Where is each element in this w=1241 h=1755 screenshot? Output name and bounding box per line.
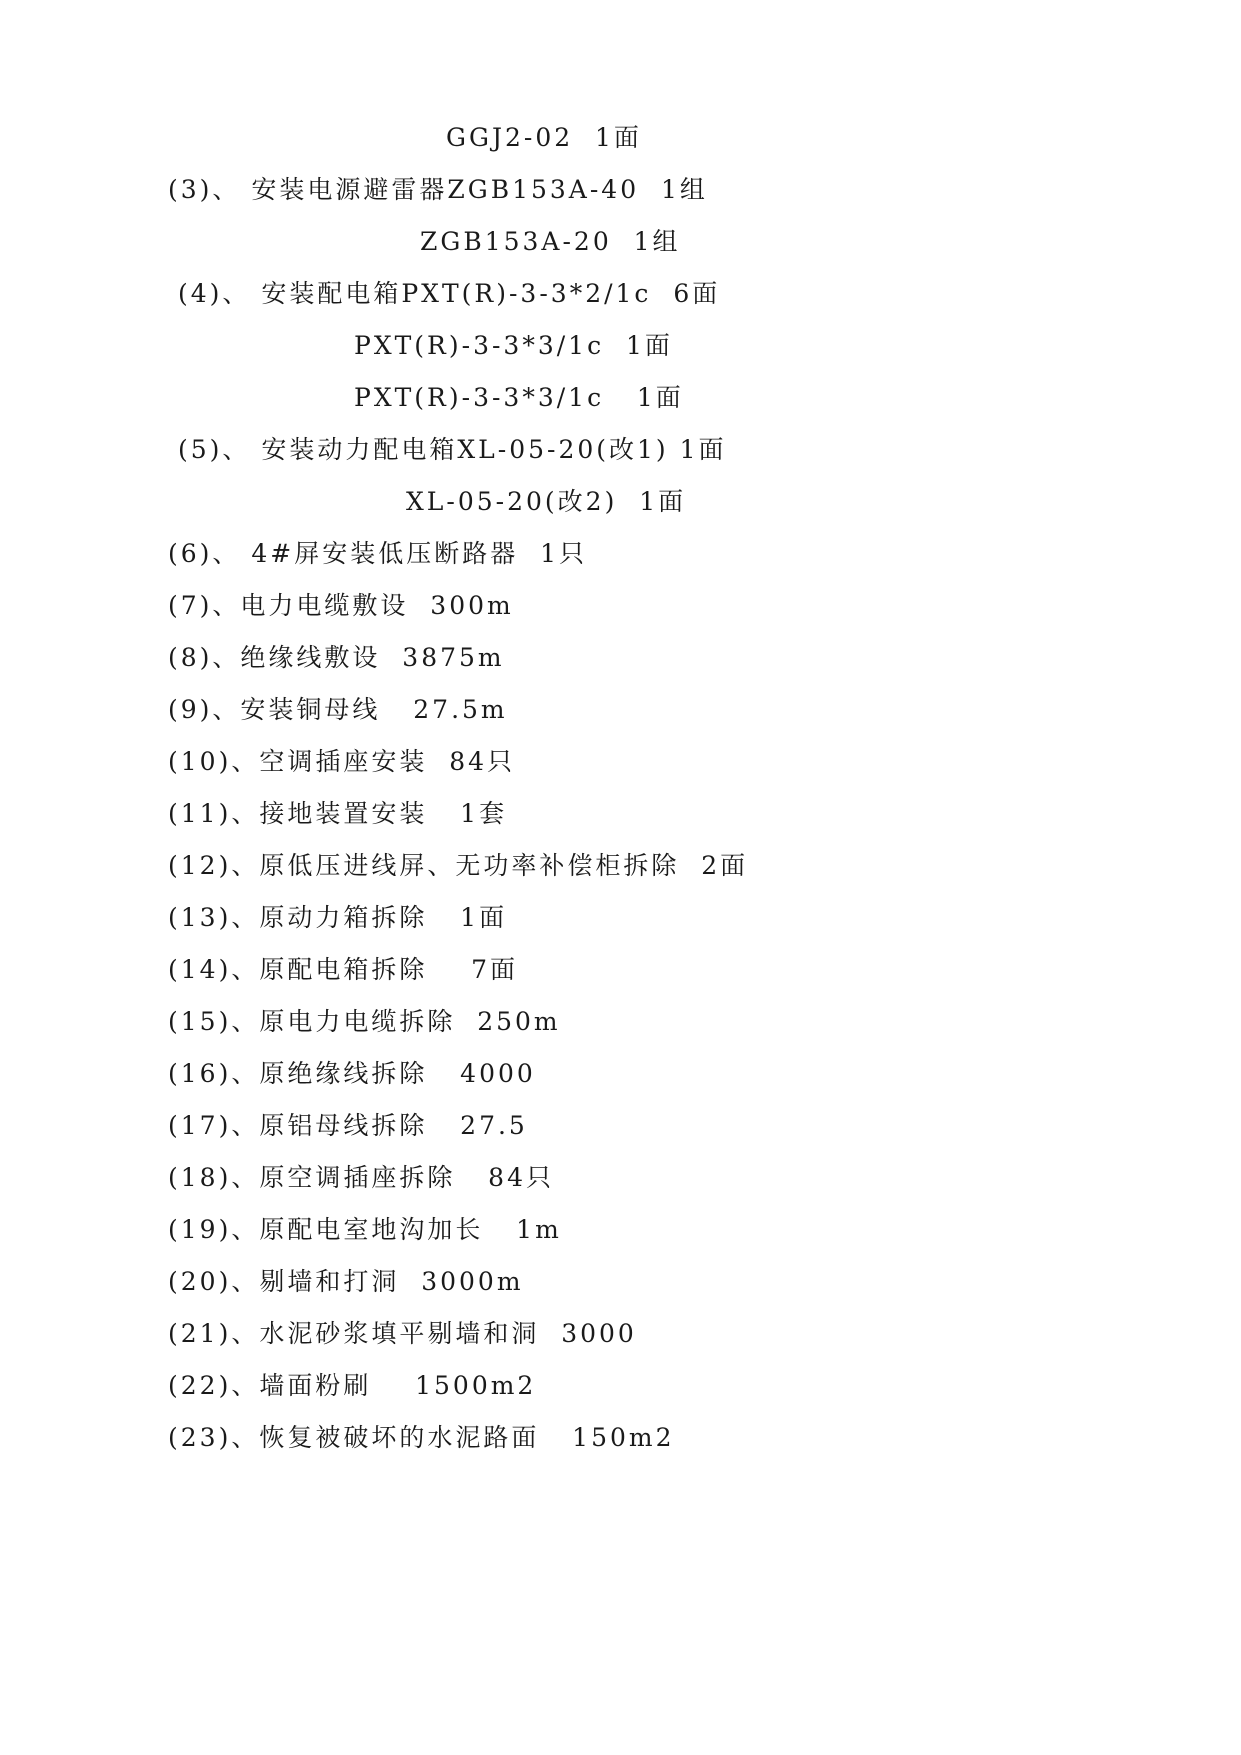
item-line: (18)、原空调插座拆除 84只	[168, 1163, 554, 1192]
item-line: (3)、 安装电源避雷器ZGB153A-40 1组	[168, 175, 708, 204]
item-line: (9)、安装铜母线 27.5m	[168, 695, 508, 724]
item-line: (19)、原配电室地沟加长 1m	[168, 1215, 562, 1244]
item-line: (23)、恢复被破坏的水泥路面 150m2	[168, 1423, 675, 1452]
item-line: (20)、剔墙和打洞 3000m	[168, 1267, 524, 1296]
item-line: (11)、接地装置安装 1套	[168, 799, 508, 828]
item-line: (22)、墙面粉刷 1500m2	[168, 1371, 537, 1400]
item-line: (17)、原铝母线拆除 27.5	[168, 1111, 528, 1140]
item-line: (14)、原配电箱拆除 7面	[168, 955, 519, 984]
item-line: (13)、原动力箱拆除 1面	[168, 903, 508, 932]
item-line: (5)、 安装动力配电箱XL-05-20(改1) 1面	[178, 435, 727, 464]
item-line: PXT(R)-3-3*3/1c 1面	[354, 331, 673, 360]
item-line: (6)、 4#屏安装低压断路器 1只	[168, 539, 588, 568]
item-line: (16)、原绝缘线拆除 4000	[168, 1059, 536, 1088]
item-line: ZGB153A-20 1组	[420, 227, 681, 256]
item-line: PXT(R)-3-3*3/1c 1面	[354, 383, 684, 412]
item-line: (15)、原电力电缆拆除 250m	[168, 1007, 561, 1036]
item-line: (7)、电力电缆敷设 300m	[168, 591, 514, 620]
item-line: (21)、水泥砂浆填平剔墙和洞 3000	[168, 1319, 637, 1348]
item-line: GGJ2-02 1面	[446, 123, 642, 152]
item-line: (8)、绝缘线敷设 3875m	[168, 643, 505, 672]
item-line: (10)、空调插座安装 84只	[168, 747, 516, 776]
item-line: (12)、原低压进线屏、无功率补偿柜拆除 2面	[168, 851, 749, 880]
item-line: XL-05-20(改2) 1面	[406, 487, 687, 516]
item-line: (4)、 安装配电箱PXT(R)-3-3*2/1c 6面	[178, 279, 721, 308]
